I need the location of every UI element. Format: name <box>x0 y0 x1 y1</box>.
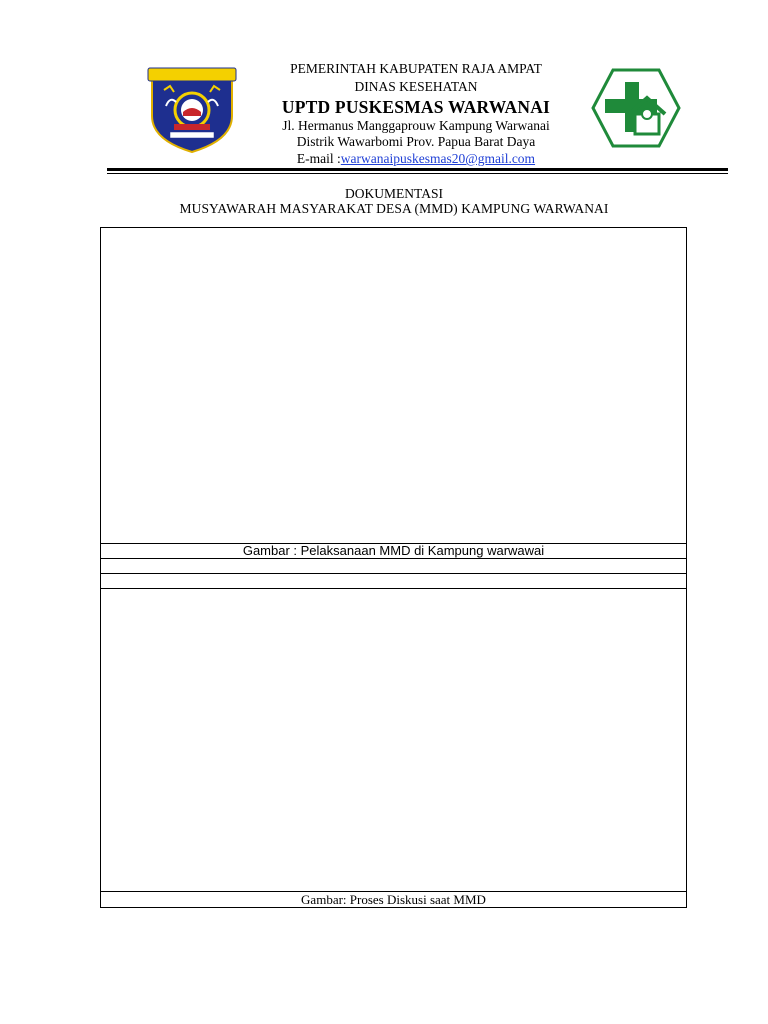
address-line-1: Jl. Hermanus Manggaprouw Kampung Warwanai <box>282 118 550 133</box>
kabupaten-raja-ampat-logo <box>146 66 238 154</box>
puskesmas-hexagon-icon <box>591 68 681 148</box>
photo-caption-2: Gambar: Proses Diskusi saat MMD <box>100 891 687 908</box>
email-link[interactable]: warwanaipuskesmas20@gmail.com <box>340 151 536 166</box>
header-divider-thick <box>107 168 728 171</box>
puskesmas-logo <box>591 68 681 148</box>
table-spacer-row <box>100 558 687 574</box>
organization-name: UPTD PUSKESMAS WARWANAI <box>281 97 551 117</box>
email-line <box>236 151 596 167</box>
photo-caption-1: Gambar : Pelaksanaan MMD di Kampung warwawai <box>100 543 687 559</box>
department-line: DINAS KESEHATAN <box>354 79 478 94</box>
document-title: DOKUMENTASI <box>345 186 443 201</box>
table-spacer-row <box>100 573 687 589</box>
document-subtitle: MUSYAWARAH MASYARAKAT DESA (MMD) KAMPUNG WARWANAI <box>179 201 609 216</box>
photo-placeholder-1 <box>100 227 687 544</box>
photo-placeholder-2 <box>100 588 687 892</box>
address-line-2: Distrik Wawarbomi Prov. Papua Barat Daya <box>296 134 536 149</box>
email-label: E-mail : <box>296 151 341 166</box>
government-line: PEMERINTAH KABUPATEN RAJA AMPAT <box>290 61 542 76</box>
shield-emblem-icon <box>146 66 238 154</box>
header-divider-thin <box>107 173 728 174</box>
